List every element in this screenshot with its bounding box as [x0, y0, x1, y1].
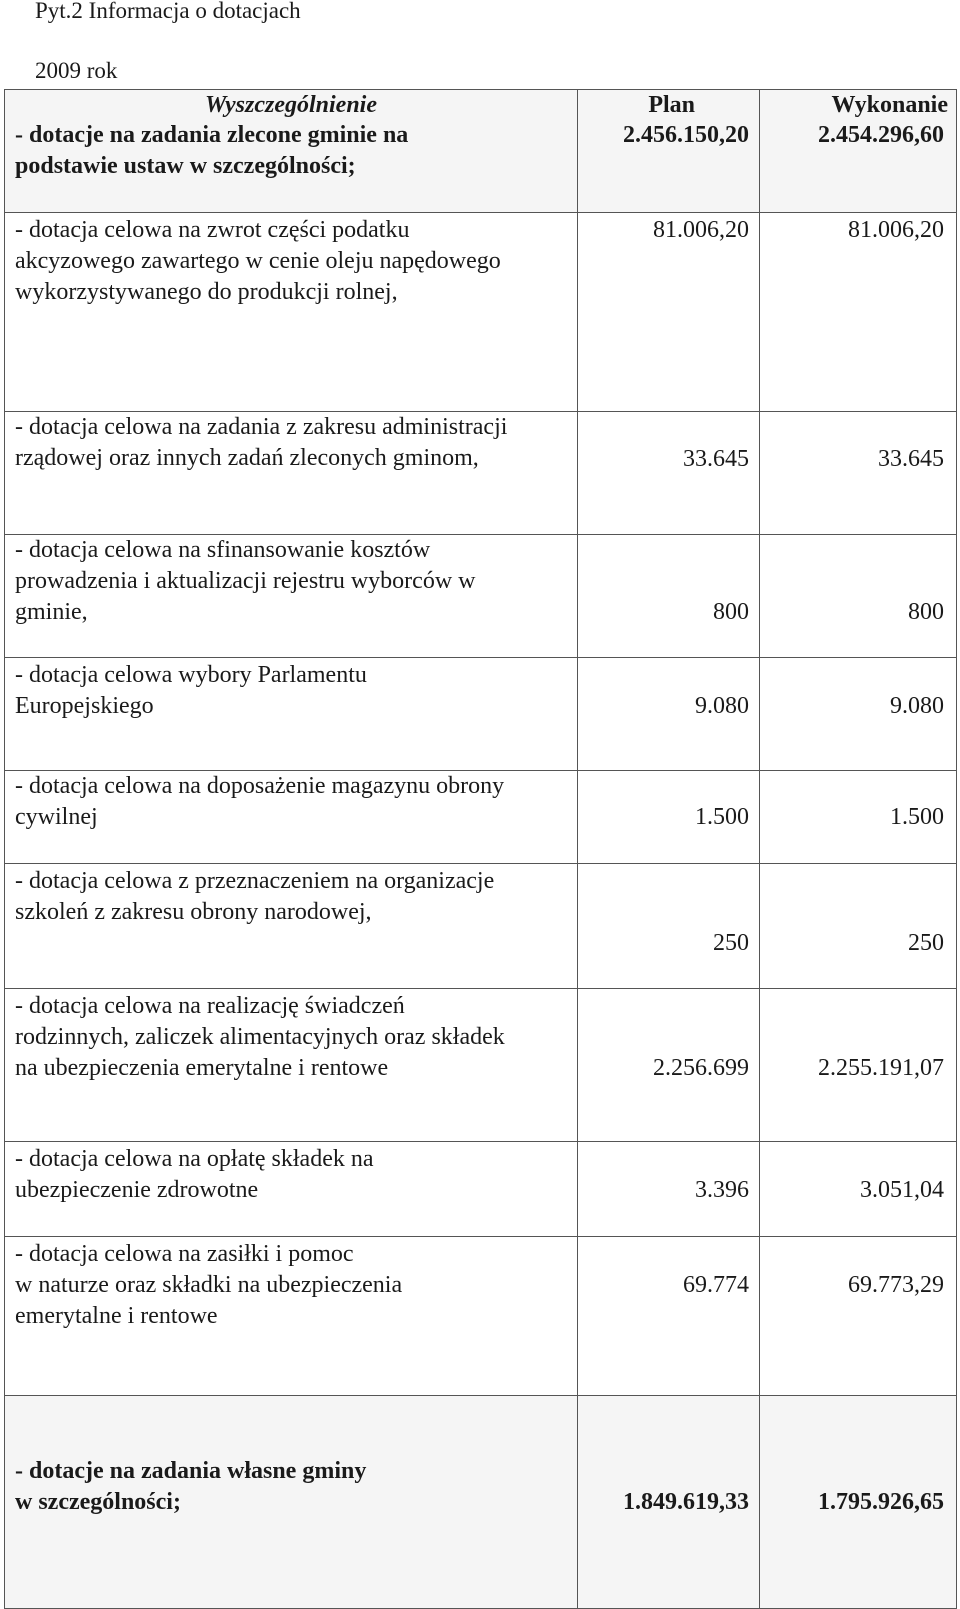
row-plan-value: 2.456.150,20 [578, 120, 760, 213]
row-execution-value: 33.645 [760, 412, 957, 535]
row-line: - dotacje na zadania własne gminy [15, 1458, 367, 1484]
row-description [5, 771, 578, 864]
row-line: emerytalne i rentowe [15, 1303, 218, 1329]
row-execution-value: 1.795.926,65 [760, 1396, 957, 1609]
row-description [5, 1237, 578, 1396]
row-line: podstawie ustaw w szczególności; [15, 153, 356, 179]
row-description [5, 1396, 578, 1609]
row-description [5, 864, 578, 989]
row-description [5, 1142, 578, 1237]
row-execution-value: 2.255.191,07 [760, 989, 957, 1142]
row-plan-value: 1.849.619,33 [578, 1396, 760, 1609]
row-line: wykorzystywanego do produkcji rolnej, [15, 279, 398, 305]
row-line: - dotacje na zadania zlecone gminie na [15, 122, 409, 148]
row-line: - dotacja celowa na doposażenie magazynu obrony [15, 773, 505, 799]
table-row [5, 1396, 957, 1609]
row-execution-value: 250 [760, 864, 957, 989]
row-plan-value: 3.396 [578, 1142, 760, 1237]
table-row [5, 213, 957, 412]
row-line: na ubezpieczenia emerytalne i rentowe [15, 1055, 389, 1081]
row-line: - dotacja celowa na zwrot części podatku [15, 217, 410, 243]
row-description [5, 213, 578, 412]
row-description [5, 658, 578, 771]
row-plan-value: 33.645 [578, 412, 760, 535]
row-line: w naturze oraz składki na ubezpieczenia [15, 1272, 403, 1298]
row-description [5, 989, 578, 1142]
row-plan-value: 800 [578, 535, 760, 658]
header-description: Wyszczególnienie [5, 90, 578, 121]
row-execution-value: 9.080 [760, 658, 957, 771]
row-execution-value: 69.773,29 [760, 1237, 957, 1396]
row-plan-value: 2.256.699 [578, 989, 760, 1142]
table-row [5, 864, 957, 989]
table-row [5, 535, 957, 658]
row-description [5, 535, 578, 658]
year-label: 2009 rok [35, 58, 118, 83]
row-line: cywilnej [15, 804, 98, 830]
row-line: Europejskiego [15, 693, 154, 719]
row-line: ubezpieczenie zdrowotne [15, 1177, 259, 1203]
row-line: rodzinnych, zaliczek alimentacyjnych oraz składek [15, 1024, 505, 1050]
row-description [5, 412, 578, 535]
page-heading: Pyt.2 Informacja o dotacjach [35, 0, 301, 23]
row-line: - dotacja celowa na zadania z zakresu administracji [15, 414, 508, 440]
row-execution-value: 800 [760, 535, 957, 658]
row-line: szkoleń z zakresu obrony narodowej, [15, 899, 372, 925]
row-execution-value: 81.006,20 [760, 213, 957, 412]
table-row [5, 771, 957, 864]
row-line: - dotacja celowa na sfinansowanie kosztów [15, 537, 431, 563]
row-line: rządowej oraz innych zadań zleconych gminom, [15, 445, 479, 471]
row-line: - dotacja celowa wybory Parlamentu [15, 662, 367, 688]
row-plan-value: 69.774 [578, 1237, 760, 1396]
table-row [5, 658, 957, 771]
row-line: akcyzowego zawartego w cenie oleju napędowego [15, 248, 501, 274]
row-execution-value: 1.500 [760, 771, 957, 864]
table-header-row [5, 90, 957, 121]
row-line: - dotacja celowa z przeznaczeniem na organizacje [15, 868, 495, 894]
table-row [5, 1142, 957, 1237]
table-row [5, 412, 957, 535]
row-plan-value: 250 [578, 864, 760, 989]
header-execution: Wykonanie [760, 90, 957, 121]
table-row [5, 989, 957, 1142]
subsidies-table [4, 89, 957, 1609]
row-description [5, 120, 578, 213]
row-execution-value: 3.051,04 [760, 1142, 957, 1237]
row-line: gminie, [15, 599, 88, 625]
row-line: - dotacja celowa na opłatę składek na [15, 1146, 374, 1172]
table-row [5, 120, 957, 213]
row-plan-value: 81.006,20 [578, 213, 760, 412]
row-plan-value: 1.500 [578, 771, 760, 864]
row-line: - dotacja celowa na zasiłki i pomoc [15, 1241, 354, 1267]
row-line: w szczególności; [15, 1489, 181, 1515]
row-plan-value: 9.080 [578, 658, 760, 771]
row-line: prowadzenia i aktualizacji rejestru wyborców w [15, 568, 476, 594]
table-row [5, 1237, 957, 1396]
header-plan: Plan [578, 90, 760, 121]
row-execution-value: 2.454.296,60 [760, 120, 957, 213]
row-line: - dotacja celowa na realizację świadczeń [15, 993, 405, 1019]
